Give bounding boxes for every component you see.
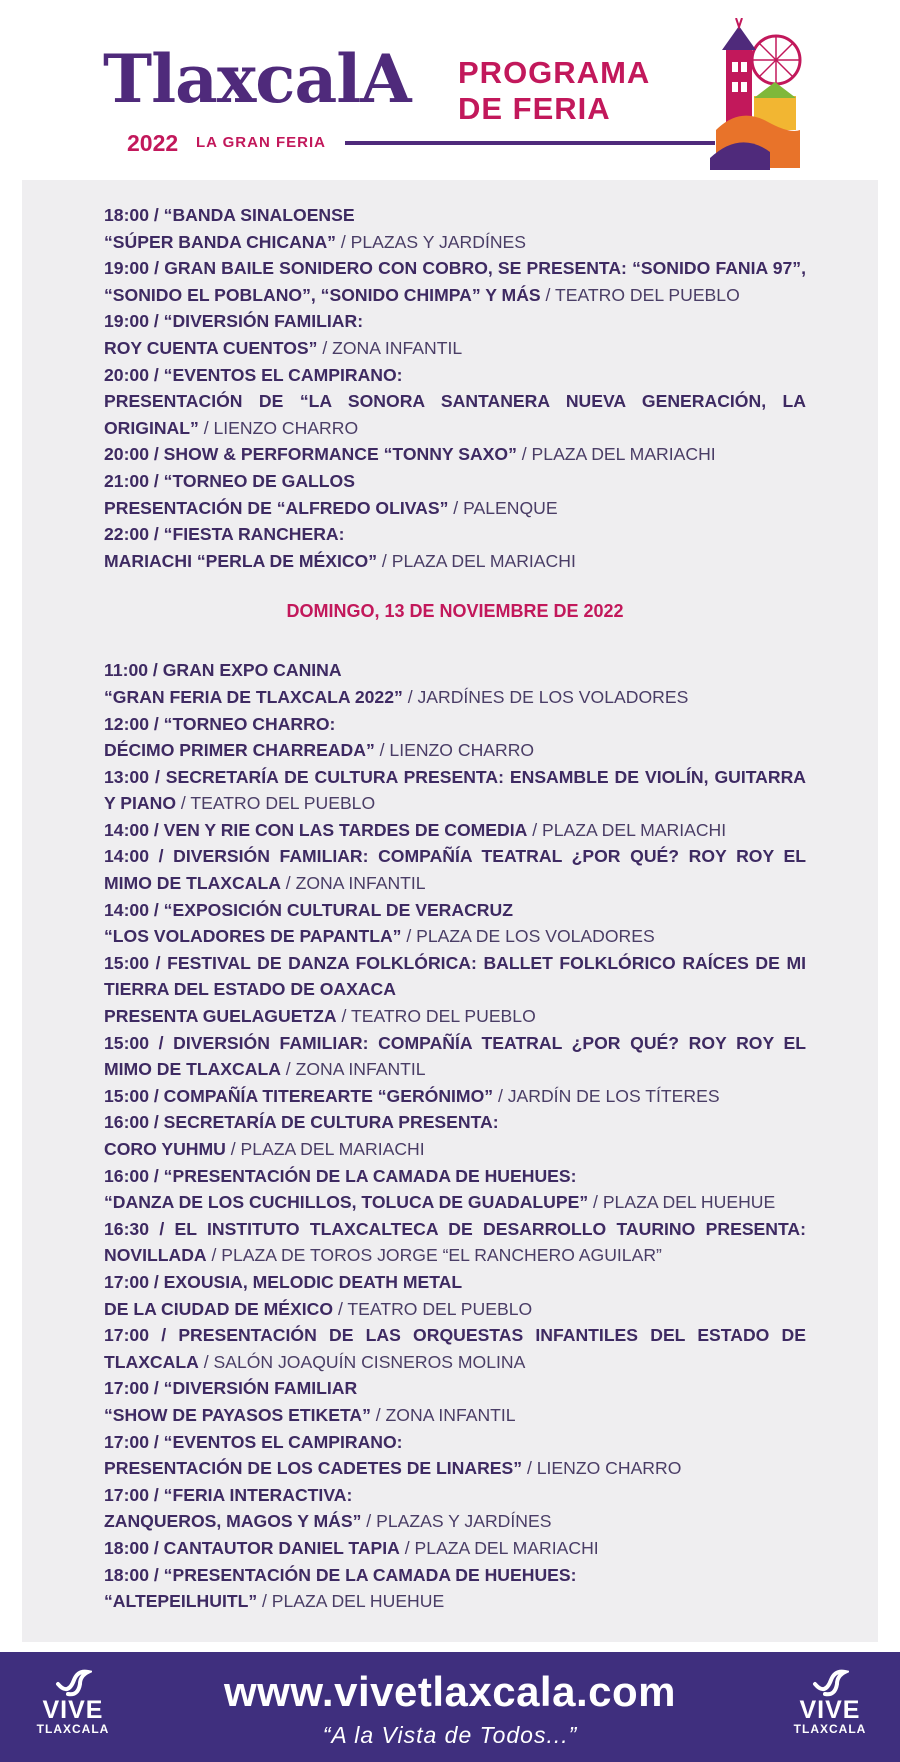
event-title: “TORNEO DE GALLOS (163, 470, 355, 491)
event-entry (104, 817, 806, 844)
event-entry (104, 1482, 806, 1535)
event-venue: / LIENZO CHARRO (198, 417, 359, 438)
event-title: “DIVERSIÓN FAMILIAR (163, 1378, 358, 1399)
event-time: 19:00 / (104, 311, 164, 332)
vive-word: VIVE (42, 1696, 104, 1724)
event-title: GRAN EXPO CANINA (162, 660, 342, 681)
event-entry (104, 1535, 806, 1562)
event-title: “BANDA SINALOENSE (163, 205, 355, 225)
event-time: 14:00 / (104, 819, 164, 840)
event-entry (104, 1109, 806, 1162)
logo-title: TlaxcalA (103, 40, 411, 118)
event-title: GRAN BAILE SONIDERO CON COBRO, SE PRESENTA: “SONIDO FANIA 97”, “SONIDO EL POBLANO”, “SONIDO CHIMPA” Y MÁS (104, 258, 806, 305)
program-title-line2: DE FERIA (458, 91, 611, 126)
schedule-list (104, 202, 806, 1615)
event-venue: / PLAZAS Y JARDÍNES (335, 231, 527, 252)
event-entry (104, 1083, 806, 1110)
event-time: 17:00 / (104, 1271, 164, 1292)
event-time: 11:00 / (104, 660, 163, 681)
event-title: CANTAUTOR DANIEL TAPIA (163, 1537, 400, 1558)
event-venue: / LIENZO CHARRO (374, 740, 535, 761)
event-time: 15:00 / (104, 1085, 164, 1106)
event-time: 18:00 / (104, 1564, 164, 1585)
event-venue: / ZONA INFANTIL (280, 1059, 426, 1080)
event-title: “FERIA INTERACTIVA: (163, 1484, 353, 1505)
event-title-line2: “DANZA DE LOS CUCHILLOS, TOLUCA DE GUADALUPE” (104, 1192, 589, 1213)
vive-word: VIVE (799, 1696, 861, 1724)
event-time: 17:00 / (104, 1325, 179, 1346)
event-time: 20:00 / (104, 444, 164, 465)
event-venue: / JARDÍNES DE LOS VOLADORES (402, 686, 689, 707)
event-entry (104, 1163, 806, 1216)
event-title-line2: PRESENTACIÓN DE “LA SONORA SANTANERA NUEVA GENERACIÓN, LA ORIGINAL” (104, 391, 806, 438)
event-time: 17:00 / (104, 1378, 164, 1399)
event-time: 19:00 / (104, 258, 165, 279)
event-title: DIVERSIÓN FAMILIAR: COMPAÑÍA TEATRAL ¿POR QUÉ? ROY ROY EL MIMO DE TLAXCALA (104, 1032, 806, 1080)
event-time: 13:00 / (104, 766, 166, 787)
event-title: “PRESENTACIÓN DE LA CAMADA DE HUEHUES: (163, 1564, 577, 1585)
event-venue: / PLAZA DE TOROS JORGE “EL RANCHERO AGUILAR” (206, 1245, 662, 1266)
event-venue: / TEATRO DEL PUEBLO (336, 1006, 536, 1027)
event-title: SHOW & PERFORMANCE “TONNY SAXO” (163, 444, 517, 465)
vive-sub: TLAXCALA (36, 1722, 110, 1736)
event-time: 12:00 / (104, 713, 164, 734)
slogan: “A la Vista de Todos...” (322, 1722, 578, 1748)
event-time: 21:00 / (104, 470, 164, 491)
website-url[interactable]: www.vivetlaxcala.com (223, 1668, 676, 1715)
event-title-line2: MARIACHI “PERLA DE MÉXICO” (104, 550, 378, 571)
event-venue: / PALENQUE (448, 497, 558, 518)
event-entry (104, 521, 806, 574)
event-venue: / PLAZA DEL HUEHUE (588, 1192, 776, 1213)
event-venue: / PLAZA DEL HUEHUE (257, 1591, 445, 1612)
event-time: 16:30 / (104, 1218, 175, 1239)
header-rule (345, 141, 715, 145)
day-heading: DOMINGO, 13 DE NOVIEMBRE DE 2022 (286, 601, 624, 622)
event-venue: / TEATRO DEL PUEBLO (540, 284, 740, 305)
fair-emblem-icon (710, 18, 806, 170)
event-entry (104, 1375, 806, 1428)
event-venue: / PLAZA DEL MARIACHI (399, 1537, 599, 1558)
schedule-panel (22, 180, 878, 1642)
event-entry (104, 202, 806, 255)
event-entry (104, 1429, 806, 1482)
event-title: SECRETARÍA DE CULTURA PRESENTA: (163, 1112, 499, 1133)
vive-tlaxcala-logo-right (790, 1666, 870, 1752)
event-title: “EVENTOS EL CAMPIRANO: (163, 364, 403, 385)
event-time: 14:00 / (104, 899, 164, 920)
event-entry (104, 897, 806, 950)
event-title-line2: “ALTEPEILHUITL” (104, 1591, 258, 1612)
event-time: 18:00 / (104, 205, 164, 225)
event-time: 16:00 / (104, 1165, 164, 1186)
event-title-line2: “GRAN FERIA DE TLAXCALA 2022” (104, 686, 403, 707)
event-entry (104, 764, 806, 817)
event-title-line2: “SÚPER BANDA CHICANA” (104, 231, 336, 252)
event-venue: / PLAZA DEL MARIACHI (527, 819, 727, 840)
event-time: 20:00 / (104, 364, 164, 385)
event-venue: / JARDÍN DE LOS TÍTERES (493, 1085, 720, 1106)
event-title: FESTIVAL DE DANZA FOLKLÓRICA: BALLET FOLKLÓRICO RAÍCES DE MI TIERRA DEL ESTADO DE OAXACA (104, 952, 806, 1000)
event-title-line2: ROY CUENTA CUENTOS” (104, 337, 318, 358)
event-venue: / PLAZA DEL MARIACHI (516, 444, 716, 465)
vive-sub: TLAXCALA (793, 1722, 867, 1736)
swirl-icon (811, 1666, 849, 1698)
event-time: 17:00 / (104, 1431, 164, 1452)
event-title-line2: CORO YUHMU (104, 1139, 226, 1159)
event-time: 16:00 / (104, 1112, 164, 1133)
event-venue: / SALÓN JOAQUÍN CISNEROS MOLINA (198, 1351, 526, 1372)
event-entry (104, 1269, 806, 1322)
event-entry (104, 950, 806, 1030)
event-venue: / ZONA INFANTIL (370, 1404, 516, 1425)
event-venue: / PLAZAS Y JARDÍNES (361, 1511, 552, 1532)
event-venue: / PLAZA DE LOS VOLADORES (401, 926, 655, 947)
event-entry (104, 657, 806, 710)
event-entry (104, 362, 806, 442)
event-venue: / PLAZA DEL MARIACHI (225, 1139, 425, 1159)
program-title-line1: PROGRAMA (458, 55, 651, 90)
event-time: 14:00 / (104, 846, 174, 867)
event-title: COMPAÑÍA TITEREARTE “GERÓNIMO” (163, 1085, 494, 1106)
event-title-line2: PRESENTACIÓN DE “ALFREDO OLIVAS” (104, 497, 449, 518)
sunday-events (104, 657, 806, 1614)
event-title: “PRESENTACIÓN DE LA CAMADA DE HUEHUES: (163, 1165, 577, 1186)
event-venue: / ZONA INFANTIL (280, 873, 426, 894)
event-entry (104, 308, 806, 361)
event-venue: / ZONA INFANTIL (317, 337, 463, 358)
event-title: “EXPOSICIÓN CULTURAL DE VERACRUZ (163, 899, 513, 920)
saturday-events (104, 202, 806, 574)
event-time: 15:00 / (104, 952, 168, 973)
event-entry (104, 1322, 806, 1375)
footer (0, 1652, 900, 1762)
event-title: EXOUSIA, MELODIC DEATH METAL (163, 1271, 463, 1292)
event-title: PRESENTACIÓN DE LAS ORQUESTAS INFANTILES DEL ESTADO DE TLAXCALA (104, 1325, 806, 1372)
event-venue: / LIENZO CHARRO (522, 1458, 682, 1479)
event-title: DIVERSIÓN FAMILIAR: COMPAÑÍA TEATRAL ¿POR QUÉ? ROY ROY EL MIMO DE TLAXCALA (104, 846, 806, 894)
logo-tagline: LA GRAN FERIA (196, 134, 326, 151)
event-title: SECRETARÍA DE CULTURA PRESENTA: ENSAMBLE DE VIOLÍN, GUITARRA Y PIANO (104, 766, 806, 814)
event-time: 17:00 / (104, 1484, 164, 1505)
logo-year: 2022 (127, 130, 179, 156)
event-title: “EVENTOS EL CAMPIRANO: (163, 1431, 403, 1452)
event-entry (104, 441, 806, 468)
event-entry (104, 711, 806, 764)
event-venue: / TEATRO DEL PUEBLO (333, 1298, 533, 1319)
event-title-line2: DÉCIMO PRIMER CHARREADA” (104, 740, 375, 761)
event-entry (104, 843, 806, 896)
event-title-line2: PRESENTA GUELAGUETZA (104, 1006, 337, 1027)
event-entry (104, 1562, 806, 1615)
event-title: EL INSTITUTO TLAXCALTECA DE DESARROLLO TAURINO PRESENTA: NOVILLADA (104, 1218, 806, 1266)
event-title-line2: “SHOW DE PAYASOS ETIKETA” (104, 1404, 371, 1425)
event-entry (104, 1216, 806, 1269)
event-title-line2: “LOS VOLADORES DE PAPANTLA” (104, 926, 402, 947)
event-time: 22:00 / (104, 524, 164, 545)
event-title: VEN Y RIE CON LAS TARDES DE COMEDIA (163, 819, 528, 840)
event-title: “FIESTA RANCHERA: (163, 524, 345, 545)
event-entry (104, 255, 806, 308)
event-title-line2: PRESENTACIÓN DE LOS CADETES DE LINARES” (104, 1458, 523, 1479)
event-title-line2: DE LA CIUDAD DE MÉXICO (104, 1298, 334, 1319)
header (0, 0, 900, 178)
event-title: “TORNEO CHARRO: (163, 713, 336, 734)
event-title-line2: ZANQUEROS, MAGOS Y MÁS” (104, 1511, 362, 1532)
event-venue: / PLAZA DEL MARIACHI (377, 550, 576, 571)
event-venue: / TEATRO DEL PUEBLO (176, 793, 376, 814)
event-time: 15:00 / (104, 1032, 174, 1053)
event-entry (104, 1030, 806, 1083)
event-time: 18:00 / (104, 1537, 164, 1558)
event-entry (104, 468, 806, 521)
event-title: “DIVERSIÓN FAMILIAR: (163, 311, 364, 332)
